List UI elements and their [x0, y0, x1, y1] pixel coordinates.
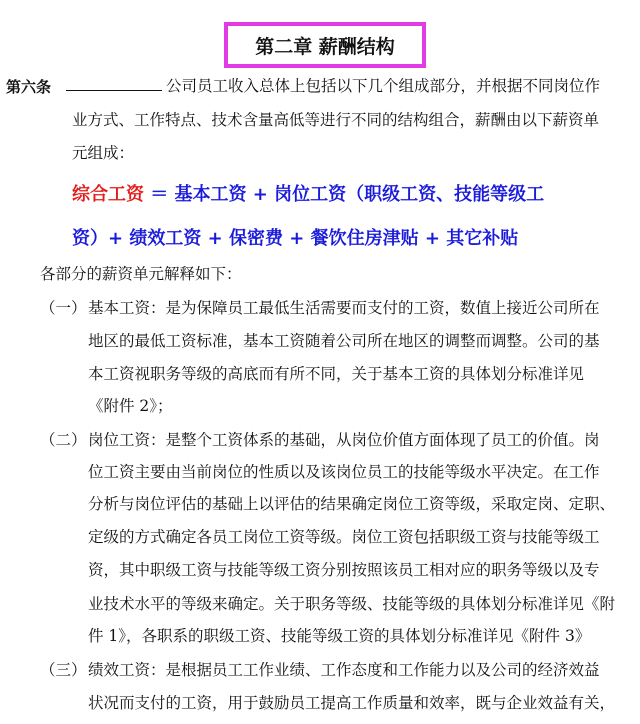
item-number: （三）	[40, 661, 87, 679]
article-line-3: 元组成：	[72, 144, 135, 162]
item-line: 位工资主要由当前岗位的性质以及该岗位员工的技能等级水平决定。在工作	[88, 463, 600, 481]
item-number: （一）	[40, 299, 87, 317]
item-line: 岗位工资：是整个工资体系的基础，从岗位价值方面体现了员工的价值。岗	[88, 431, 600, 449]
salary-formula-line-1: 综合工资 ＝ 基本工资 + 岗位工资（职级工资、技能等级工	[72, 184, 545, 205]
blank-underline	[66, 76, 162, 91]
item-line: 件 1》，各职系的职级工资、技能等级工资的具体划分标准详见《附件 3》	[88, 627, 591, 645]
item-line: 《附件 2》；	[88, 397, 173, 415]
item-number: （二）	[40, 431, 87, 449]
chapter-title: 第二章 薪酬结构	[224, 22, 426, 68]
item-line: 业技术水平的等级来确定。关于职务等级、技能等级的具体划分标准详见《附	[88, 595, 616, 613]
intro-text: 各部分的薪资单元解释如下：	[40, 265, 242, 283]
item-line: 基本工资：是为保障员工最低生活需要而支付的工资，数值上接近公司所在	[88, 299, 600, 317]
article-line-2: 业方式、工作特点、技术含量高低等进行不同的结构组合，薪酬由以下薪资单	[72, 111, 600, 129]
item-line: 状况而支付的工资，用于鼓励员工提高工作质量和效率，既与企业效益有关，	[88, 694, 616, 712]
formula-total: 综合工资	[72, 184, 144, 205]
item-line: 资，其中职级工资与技能等级工资分别按照该员工相对应的职务等级以及专	[88, 561, 600, 579]
item-line: 绩效工资：是根据员工工作业绩、工作态度和工作能力以及公司的经济效益	[88, 661, 600, 679]
article-label: 第六条	[6, 78, 52, 96]
item-line: 地区的最低工资标准，基本工资随着公司所在地区的调整而调整。公司的基	[88, 332, 600, 350]
article-line-1: 公司员工收入总体上包括以下几个组成部分，并根据不同岗位作	[66, 76, 600, 96]
item-line: 分析与岗位评估的基础上以评估的结果确定岗位工资等级，采取定岗、定职、	[88, 495, 616, 513]
item-line: 本工资视职务等级的高底而有所不同，关于基本工资的具体划分标准详见	[88, 365, 585, 383]
item-line: 定级的方式确定各员工岗位工资等级。岗位工资包括职级工资与技能等级工	[88, 528, 600, 546]
salary-formula-line-2: 资）+ 绩效工资 + 保密费 + 餐饮住房津贴 + 其它补贴	[72, 228, 519, 249]
